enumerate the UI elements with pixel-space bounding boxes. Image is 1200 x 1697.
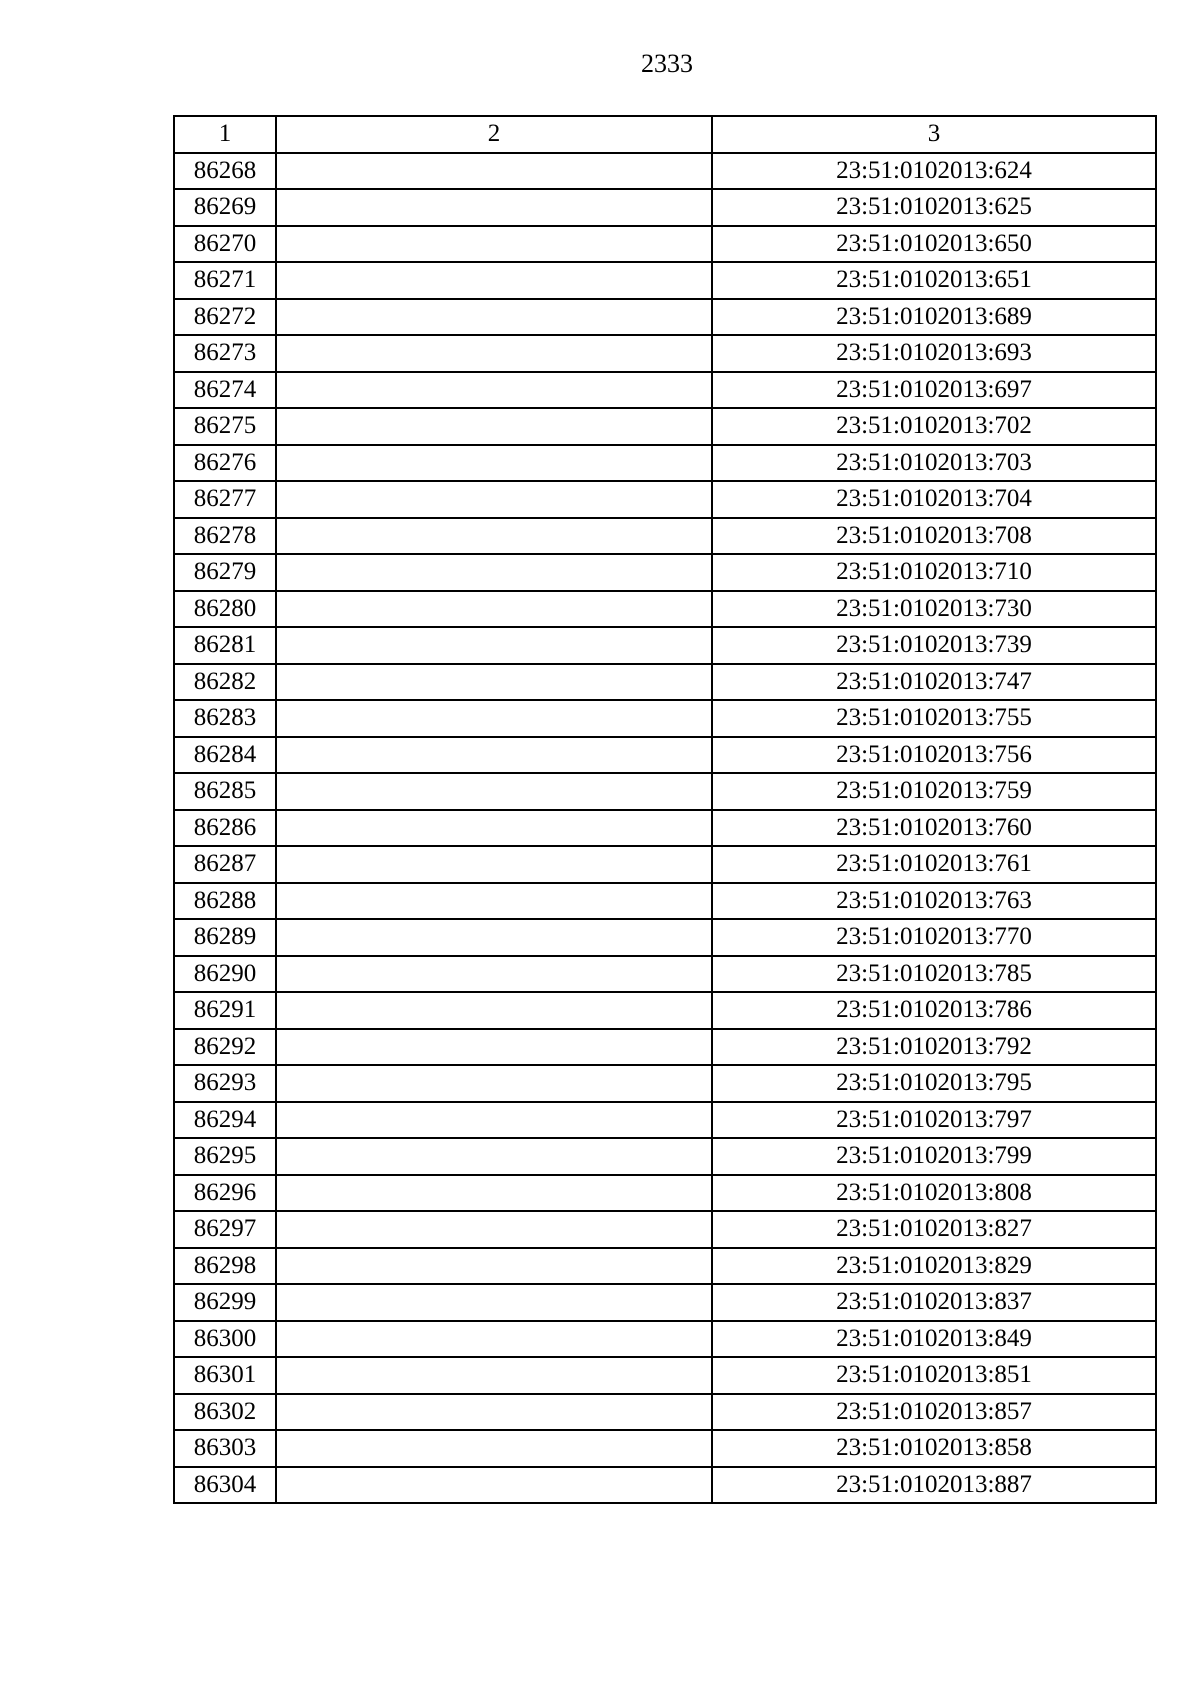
row-number-cell: 86269: [174, 189, 276, 226]
row-number-cell: 86268: [174, 153, 276, 190]
row-number-cell: 86297: [174, 1211, 276, 1248]
column-2-cell: [276, 700, 712, 737]
column-2-cell: [276, 408, 712, 445]
table-row: [174, 1211, 1156, 1248]
cadastral-number-cell: 23:51:0102013:837: [712, 1284, 1156, 1321]
column-2-cell: [276, 226, 712, 263]
cadastral-number-cell: 23:51:0102013:702: [712, 408, 1156, 445]
column-2-cell: [276, 1138, 712, 1175]
cadastral-number-cell: 23:51:0102013:858: [712, 1430, 1156, 1467]
cadastral-number-cell: 23:51:0102013:795: [712, 1065, 1156, 1102]
column-2-cell: [276, 1284, 712, 1321]
column-2-cell: [276, 919, 712, 956]
table-body: [174, 153, 1156, 1504]
cadastral-number-cell: 23:51:0102013:703: [712, 445, 1156, 482]
table-row: [174, 1102, 1156, 1139]
cadastral-number-cell: 23:51:0102013:857: [712, 1394, 1156, 1431]
cadastral-number-cell: 23:51:0102013:827: [712, 1211, 1156, 1248]
row-number-cell: 86290: [174, 956, 276, 993]
row-number-cell: 86288: [174, 883, 276, 920]
column-2-cell: [276, 956, 712, 993]
row-number-cell: 86275: [174, 408, 276, 445]
table-row: [174, 627, 1156, 664]
page-number: 2333: [641, 49, 693, 78]
column-2-cell: [276, 518, 712, 555]
cadastral-number-cell: 23:51:0102013:739: [712, 627, 1156, 664]
cadastral-number-cell: 23:51:0102013:829: [712, 1248, 1156, 1285]
table-row: [174, 591, 1156, 628]
table-row: [174, 883, 1156, 920]
column-2-cell: [276, 1102, 712, 1139]
table-row: [174, 992, 1156, 1029]
row-number-cell: 86294: [174, 1102, 276, 1139]
cadastral-number-cell: 23:51:0102013:756: [712, 737, 1156, 774]
table-row: [174, 1394, 1156, 1431]
table-row: [174, 810, 1156, 847]
row-number-cell: 86276: [174, 445, 276, 482]
table-row: [174, 846, 1156, 883]
column-2-cell: [276, 737, 712, 774]
cadastral-number-cell: 23:51:0102013:770: [712, 919, 1156, 956]
table-row: [174, 335, 1156, 372]
table-row: [174, 1065, 1156, 1102]
cadastral-number-cell: 23:51:0102013:704: [712, 481, 1156, 518]
row-number-cell: 86293: [174, 1065, 276, 1102]
column-2-cell: [276, 262, 712, 299]
column-2-cell: [276, 846, 712, 883]
row-number-cell: 86282: [174, 664, 276, 701]
cadastral-number-cell: 23:51:0102013:693: [712, 335, 1156, 372]
row-number-cell: 86299: [174, 1284, 276, 1321]
column-2-cell: [276, 554, 712, 591]
row-number-cell: 86278: [174, 518, 276, 555]
row-number-cell: 86281: [174, 627, 276, 664]
table-row: [174, 1467, 1156, 1504]
cadastral-number-cell: 23:51:0102013:887: [712, 1467, 1156, 1504]
column-2-cell: [276, 591, 712, 628]
table-row: [174, 299, 1156, 336]
cadastral-number-cell: 23:51:0102013:730: [712, 591, 1156, 628]
column-header-2: 2: [276, 116, 712, 153]
table-row: [174, 1029, 1156, 1066]
table-row: [174, 1321, 1156, 1358]
cadastral-number-cell: 23:51:0102013:755: [712, 700, 1156, 737]
row-number-cell: 86280: [174, 591, 276, 628]
row-number-cell: 86284: [174, 737, 276, 774]
cadastral-number-cell: 23:51:0102013:650: [712, 226, 1156, 263]
column-header-3: 3: [712, 116, 1156, 153]
table-header-row: [174, 116, 1156, 153]
table-row: [174, 1175, 1156, 1212]
column-2-cell: [276, 335, 712, 372]
column-header-1: 1: [174, 116, 276, 153]
table-row: [174, 700, 1156, 737]
row-number-cell: 86302: [174, 1394, 276, 1431]
column-2-cell: [276, 189, 712, 226]
column-2-cell: [276, 1467, 712, 1504]
column-2-cell: [276, 627, 712, 664]
table-row: [174, 372, 1156, 409]
column-2-cell: [276, 1211, 712, 1248]
table-row: [174, 956, 1156, 993]
table-row: [174, 737, 1156, 774]
table-row: [174, 1248, 1156, 1285]
cadastral-number-cell: 23:51:0102013:759: [712, 773, 1156, 810]
row-number-cell: 86296: [174, 1175, 276, 1212]
column-2-cell: [276, 810, 712, 847]
table-row: [174, 408, 1156, 445]
table-row: [174, 773, 1156, 810]
row-number-cell: 86301: [174, 1357, 276, 1394]
cadastral-number-cell: 23:51:0102013:747: [712, 664, 1156, 701]
table-row: [174, 1284, 1156, 1321]
registry-table: [173, 115, 1157, 1504]
row-number-cell: 86274: [174, 372, 276, 409]
table-row: [174, 189, 1156, 226]
table-row: [174, 445, 1156, 482]
table-row: [174, 518, 1156, 555]
table-row: [174, 481, 1156, 518]
column-2-cell: [276, 445, 712, 482]
row-number-cell: 86291: [174, 992, 276, 1029]
column-2-cell: [276, 1065, 712, 1102]
table-row: [174, 1430, 1156, 1467]
column-2-cell: [276, 1394, 712, 1431]
cadastral-number-cell: 23:51:0102013:624: [712, 153, 1156, 190]
row-number-cell: 86300: [174, 1321, 276, 1358]
column-2-cell: [276, 372, 712, 409]
row-number-cell: 86304: [174, 1467, 276, 1504]
cadastral-number-cell: 23:51:0102013:851: [712, 1357, 1156, 1394]
table-row: [174, 664, 1156, 701]
column-2-cell: [276, 299, 712, 336]
cadastral-number-cell: 23:51:0102013:760: [712, 810, 1156, 847]
cadastral-number-cell: 23:51:0102013:808: [712, 1175, 1156, 1212]
row-number-cell: 86292: [174, 1029, 276, 1066]
column-2-cell: [276, 992, 712, 1029]
row-number-cell: 86286: [174, 810, 276, 847]
column-2-cell: [276, 1248, 712, 1285]
column-2-cell: [276, 1321, 712, 1358]
row-number-cell: 86273: [174, 335, 276, 372]
table-row: [174, 226, 1156, 263]
column-2-cell: [276, 773, 712, 810]
cadastral-number-cell: 23:51:0102013:786: [712, 992, 1156, 1029]
cadastral-number-cell: 23:51:0102013:625: [712, 189, 1156, 226]
row-number-cell: 86272: [174, 299, 276, 336]
row-number-cell: 86295: [174, 1138, 276, 1175]
row-number-cell: 86270: [174, 226, 276, 263]
cadastral-number-cell: 23:51:0102013:710: [712, 554, 1156, 591]
column-2-cell: [276, 1430, 712, 1467]
table-row: [174, 554, 1156, 591]
row-number-cell: 86271: [174, 262, 276, 299]
row-number-cell: 86283: [174, 700, 276, 737]
row-number-cell: 86285: [174, 773, 276, 810]
row-number-cell: 86298: [174, 1248, 276, 1285]
cadastral-number-cell: 23:51:0102013:763: [712, 883, 1156, 920]
table-row: [174, 1357, 1156, 1394]
column-2-cell: [276, 1357, 712, 1394]
cadastral-number-cell: 23:51:0102013:651: [712, 262, 1156, 299]
cadastral-number-cell: 23:51:0102013:697: [712, 372, 1156, 409]
column-2-cell: [276, 664, 712, 701]
cadastral-number-cell: 23:51:0102013:799: [712, 1138, 1156, 1175]
row-number-cell: 86287: [174, 846, 276, 883]
row-number-cell: 86279: [174, 554, 276, 591]
column-2-cell: [276, 153, 712, 190]
column-2-cell: [276, 481, 712, 518]
column-2-cell: [276, 1029, 712, 1066]
cadastral-number-cell: 23:51:0102013:689: [712, 299, 1156, 336]
row-number-cell: 86289: [174, 919, 276, 956]
cadastral-number-cell: 23:51:0102013:761: [712, 846, 1156, 883]
column-2-cell: [276, 883, 712, 920]
cadastral-number-cell: 23:51:0102013:708: [712, 518, 1156, 555]
row-number-cell: 86277: [174, 481, 276, 518]
cadastral-number-cell: 23:51:0102013:797: [712, 1102, 1156, 1139]
cadastral-number-cell: 23:51:0102013:792: [712, 1029, 1156, 1066]
cadastral-number-cell: 23:51:0102013:849: [712, 1321, 1156, 1358]
table-row: [174, 153, 1156, 190]
table-row: [174, 919, 1156, 956]
table-row: [174, 262, 1156, 299]
cadastral-number-cell: 23:51:0102013:785: [712, 956, 1156, 993]
row-number-cell: 86303: [174, 1430, 276, 1467]
table-row: [174, 1138, 1156, 1175]
column-2-cell: [276, 1175, 712, 1212]
